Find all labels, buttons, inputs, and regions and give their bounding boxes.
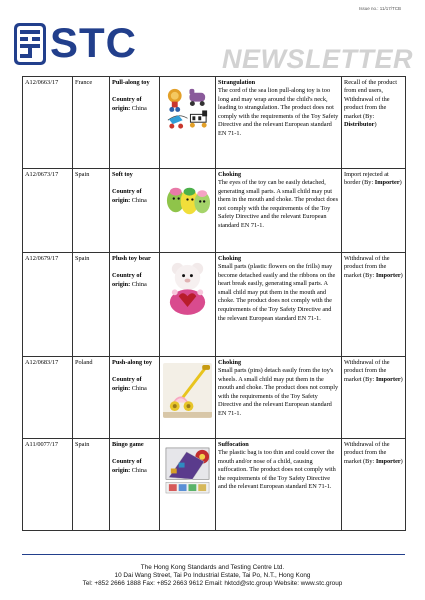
newsletter-title: NEWSLETTER [222, 44, 413, 74]
measures-close: ) [400, 457, 403, 465]
product-cell [110, 77, 160, 169]
product-image-cell [160, 357, 216, 439]
table-row [23, 357, 406, 439]
measures-cell [342, 253, 406, 357]
measures-text: Withdrawal of the product from the market (By: [344, 358, 390, 383]
risk-title: Strangulation [218, 78, 256, 86]
product-name: Plush toy bear [112, 254, 151, 262]
issue-number: Issue no.: 11/17/TCB [359, 6, 401, 11]
product-cell [110, 439, 160, 531]
soft-toy-image [163, 175, 212, 224]
measures-by: Importer [374, 179, 400, 187]
origin-value: China [131, 466, 147, 474]
table-row [23, 169, 406, 253]
risk-description: The cord of the sea lion pull-along toy is too long and may wrap around the child's neck, leading to strangulation. The product does not comply with the requirements of the Toy Safety Directive and the relevant European standard EN 71-1. [218, 87, 339, 138]
push-along-toy-image [163, 363, 212, 418]
measures-cell [342, 439, 406, 531]
origin-value: China [131, 104, 147, 112]
origin-value: China [131, 196, 147, 204]
measures-text: Recall of the product from end users, Withdrawal of the product from the market (By: [344, 78, 397, 120]
risk-cell [216, 439, 342, 531]
footer-company: The Hong Kong Standards and Testing Centre Ltd. [140, 564, 285, 571]
measures-text: Withdrawal of the product from the market (By: [344, 254, 390, 279]
reference-number: A12/0683/17 [23, 357, 73, 439]
measures-cell [342, 169, 406, 253]
risk-description: The plastic bag is too thin and could cover the mouth and/or nose of a child, causing suffocation. The product does not comply with the requirements of the Toy Safety Directive and the relevant European standard EN 71-1. [218, 449, 336, 491]
measures-text: Import rejected at border (By: [344, 170, 389, 187]
risk-description: The eyes of the toy can be easily detached, generating small parts. A small child may put them in the mouth and choke. The product does not comply with the requirements of the Toy Safety Directive and the relevant European standard EN 71-1. [218, 179, 339, 230]
risk-description: Small parts (pins) detach easily from the toy's wheels. A small child may put them in the mouth and choke. The product does not comply with the requirements of the Toy Safety Directive and the relevant European standard EN 71-1. [218, 367, 339, 418]
risk-cell [216, 169, 342, 253]
origin-label: Country of origin: [112, 188, 142, 204]
brand-name: STC [50, 19, 137, 66]
measures-text: Withdrawal of the product from the market (By: [344, 440, 390, 465]
reference-number: A12/0673/17 [23, 169, 73, 253]
reference-number: A11/0077/17 [23, 439, 73, 531]
table-row [23, 439, 406, 531]
product-name: Bingo game [112, 440, 144, 448]
product-cell [110, 169, 160, 253]
stc-logo-mark-icon [13, 22, 47, 66]
footer-divider [22, 554, 405, 555]
risk-cell [216, 77, 342, 169]
notifying-country: Spain [73, 439, 110, 531]
risk-description: Small parts (plastic flowers on the frills) may become detached easily and the ribbons on the heart break easily, generating small parts. A small child may put them in the mouth and choke. The product does not comply with the requirements of the Toy Safety Directive and the relevant European standard EN 71-1. [218, 263, 336, 322]
notifying-country: Spain [73, 253, 110, 357]
measures-cell [342, 77, 406, 169]
origin-value: China [131, 384, 147, 392]
origin-label: Country of origin: [112, 96, 142, 112]
notifying-country: Spain [73, 169, 110, 253]
risk-title: Choking [218, 170, 242, 178]
country-of-origin [112, 376, 157, 393]
footer-address: 10 Dai Wang Street, Tai Po Industrial Estate, Tai Po, N.T., Hong Kong [114, 572, 311, 579]
product-image-cell [160, 169, 216, 253]
table-row [23, 77, 406, 169]
measures-close: ) [400, 375, 403, 383]
risk-title: Suffocation [218, 440, 249, 448]
measures-by: Distributor [344, 121, 375, 129]
risk-cell [216, 357, 342, 439]
origin-label: Country of origin: [112, 272, 142, 288]
measures-by: Importer [375, 457, 401, 465]
notifying-country: Poland [73, 357, 110, 439]
country-of-origin [112, 272, 157, 289]
country-of-origin [112, 96, 157, 113]
origin-value: China [131, 280, 147, 288]
risk-title: Choking [218, 358, 242, 366]
country-of-origin [112, 458, 157, 475]
product-image-cell [160, 439, 216, 531]
bingo-game-image [163, 445, 212, 496]
product-cell [110, 253, 160, 357]
risk-title: Choking [218, 254, 242, 262]
stc-logo [13, 19, 153, 68]
reference-number: A12/0679/17 [23, 253, 73, 357]
measures-cell [342, 357, 406, 439]
pull-along-toy-image [163, 83, 212, 132]
product-image-cell [160, 253, 216, 357]
reference-number: A12/0663/17 [23, 77, 73, 169]
measures-close: ) [374, 121, 377, 129]
product-name: Push-along toy [112, 358, 153, 366]
product-name: Pull-along toy [112, 78, 150, 86]
origin-label: Country of origin: [112, 458, 142, 474]
measures-close: ) [400, 271, 403, 279]
risk-cell [216, 253, 342, 357]
measures-by: Importer [375, 375, 401, 383]
measures-by: Importer [375, 271, 401, 279]
notifying-country: France [73, 77, 110, 169]
measures-close: ) [399, 179, 402, 187]
footer-contact: Tel: +852 2666 1888 Fax: +852 2663 9612 Email: hktcd@stc.group Website: www.stc.group [82, 580, 343, 587]
country-of-origin [112, 188, 157, 205]
product-image-cell [160, 77, 216, 169]
origin-label: Country of origin: [112, 376, 142, 392]
table-row [23, 253, 406, 357]
recall-table [22, 76, 406, 531]
product-name: Soft toy [112, 170, 133, 178]
plush-bear-image [163, 259, 212, 316]
product-cell [110, 357, 160, 439]
